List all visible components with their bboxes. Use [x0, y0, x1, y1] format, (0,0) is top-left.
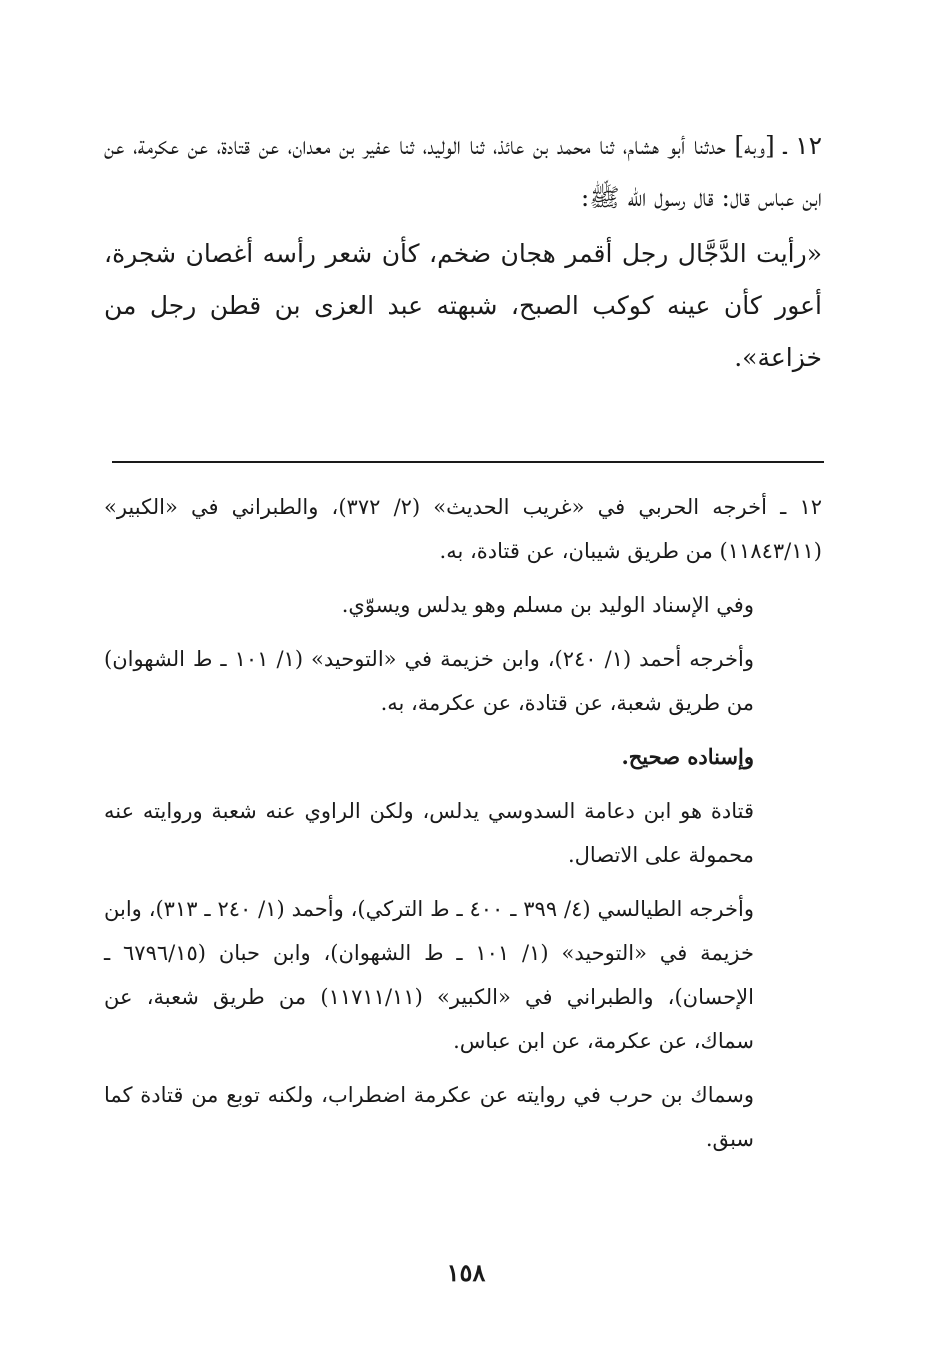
footnote-paragraph: قتادة هو ابن دعامة السدوسي يدلس، ولكن الراوي عنه شعبة وروايته عنه محمولة على الاتصال.: [104, 799, 754, 867]
footnote-paragraph: ١٢ ـ أخرجه الحربي في «غريب الحديث» (٢/ ٣٧٢)، والطبراني في «الكبير» (١١٨٤٣/١١) من طريق شيبان، عن قتادة، به.: [104, 495, 822, 563]
page-number: ١٥٨: [446, 1258, 486, 1287]
hadith-isnad-paragraph: ١٢ ـ [وبه] حدثنا أبو هشام، ثنا محمد بن عائذ، ثنا الوليد، ثنا عفير بن معدان، عن قتادة، عن عكرمة، عن ابن عباس قال: قال رسول الله ﷺ:: [104, 131, 822, 212]
footnote-paragraph: وسماك بن حرب في روايته عن عكرمة اضطراب، ولكنه توبع من قتادة كما سبق.: [104, 1083, 754, 1151]
hadith-matn-paragraph: «رأيت الدَّجَّال رجل أقمر هجان ضخم، كأن شعر رأسه أغصان شجرة، أعور كأن عينه كوكب الصبح، شبهته عبد العزى بن قطن رجل من خزاعة».: [104, 239, 822, 372]
footnote-paragraph: وأخرجه أحمد (١/ ٢٤٠)، وابن خزيمة في «التوحيد» (١/ ١٠١ ـ ط الشهوان) من طريق شعبة، عن قتادة، عن عكرمة، به.: [104, 647, 754, 715]
footnotes: [104, 485, 822, 1171]
footnote-verdict: وإسناده صحيح.: [621, 744, 754, 769]
footnote-paragraph: وأخرجه الطيالسي (٤/ ٣٩٩ ـ ٤٠٠ ـ ط التركي)، وأحمد (١/ ٢٤٠ ـ ٣١٣)، وابن خزيمة في «التوحيد» (١/ ١٠١ ـ ط الشهوان)، وابن حبان (٦٧٩٦/١٥ ـ الإحسان)، والطبراني في «الكبير» (١١٧١١/١١) من طريق شعبة، عن سماك، عن عكرمة، عن ابن عباس.: [104, 897, 754, 1053]
hadith-text: [104, 120, 822, 388]
footnote-paragraph: وفي الإسناد الوليد بن مسلم وهو يدلس ويسوّي.: [341, 593, 754, 617]
footnote-divider: [112, 461, 824, 463]
